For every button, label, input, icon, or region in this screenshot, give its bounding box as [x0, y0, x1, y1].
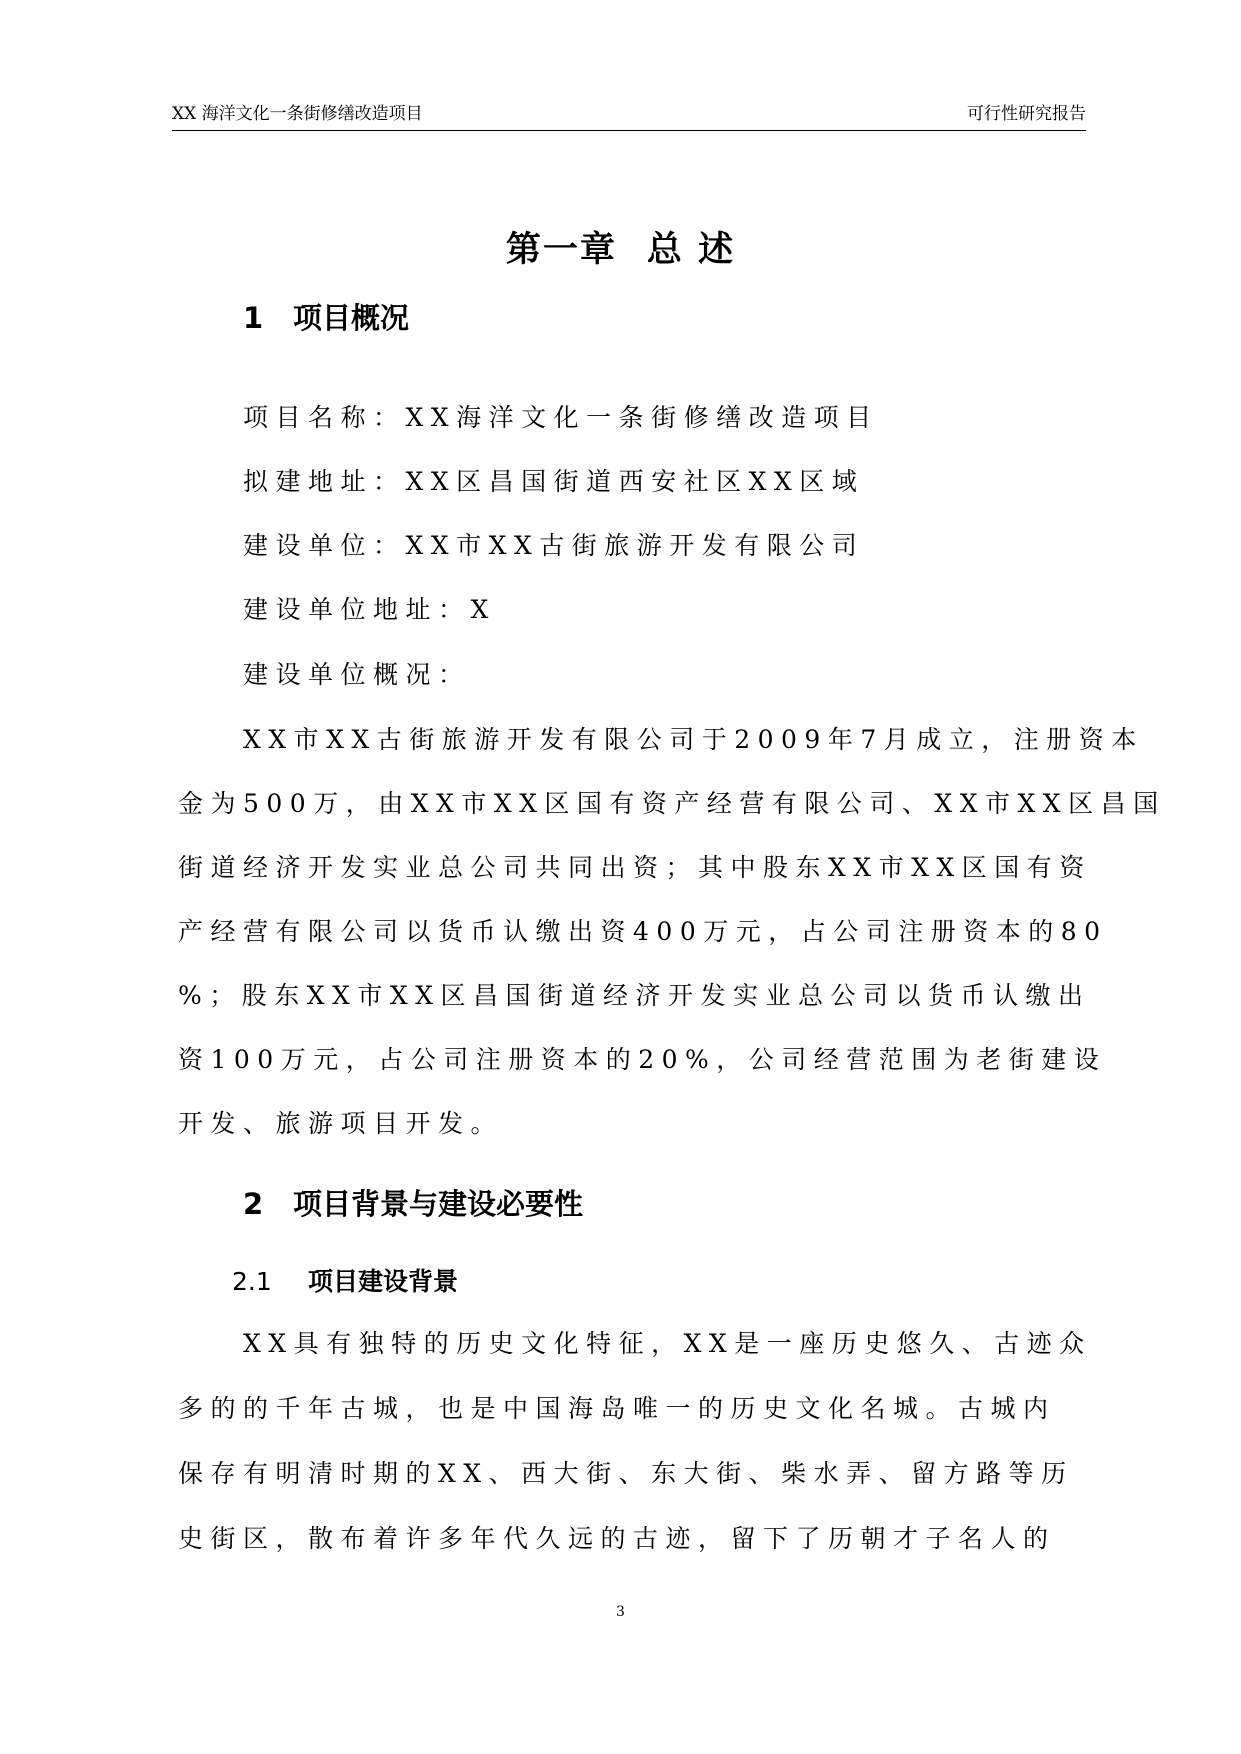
page-number: 3 [616, 1604, 625, 1620]
paragraph-line: XX市XX古街旅游开发有限公司于2009年7月成立，注册资本 [243, 725, 1144, 754]
section-heading-2 [243, 1182, 583, 1223]
builder-line: 建设单位：XX市XX古街旅游开发有限公司 [243, 531, 865, 560]
paragraph-line: 史街区，散布着许多年代久远的古迹，留下了历朝才子名人的 [178, 1524, 1056, 1553]
builder-address-line: 建设单位地址：X [243, 595, 496, 624]
header-project-name: XX 海洋文化一条街修缮改造项目 [172, 104, 423, 124]
section-title: 项目概况 [293, 301, 410, 335]
subsection-number: 2.1 [232, 1267, 272, 1296]
chapter-title [0, 222, 1241, 272]
subsection-heading-2-1 [232, 1262, 458, 1298]
paragraph-line: 资100万元，占公司注册资本的20%，公司经营范围为老街建设 [178, 1045, 1107, 1074]
paragraph-line: 街道经济开发实业总公司共同出资；其中股东XX市XX区国有资 [178, 853, 1092, 882]
section-number: 2 [243, 1187, 264, 1221]
paragraph-line: 金为500万，由XX市XX区国有资产经营有限公司、XX市XX区昌国 [178, 789, 1166, 818]
section-title: 项目背景与建设必要性 [293, 1187, 584, 1221]
paragraph-line: 产经营有限公司以货币认缴出资400万元，占公司注册资本的80 [178, 917, 1108, 946]
paragraph-line: XX具有独特的历史文化特征，XX是一座历史悠久、古迹众 [243, 1329, 1092, 1358]
section-number: 1 [243, 301, 264, 335]
header-report-type: 可行性研究报告 [967, 104, 1086, 124]
page-header [172, 100, 1086, 131]
builder-overview-line: 建设单位概况： [243, 660, 471, 689]
subsection-title: 项目建设背景 [308, 1267, 459, 1296]
paragraph-line: 多的的千年古城，也是中国海岛唯一的历史文化名城。古城内 [178, 1394, 1056, 1423]
project-address-line: 拟建地址：XX区昌国街道西安社区XX区域 [243, 467, 865, 496]
section-heading-1 [243, 296, 409, 337]
paragraph-line: %；股东XX市XX区昌国街道经济开发实业总公司以货币认缴出 [178, 981, 1091, 1010]
chapter-name: 总 述 [646, 230, 736, 270]
paragraph-line: 保存有明清时期的XX、西大街、东大街、柴水弄、留方路等历 [178, 1459, 1074, 1488]
paragraph-line: 开发、旅游项目开发。 [178, 1109, 504, 1138]
project-name-line: 项目名称：XX海洋文化一条街修缮改造项目 [243, 403, 879, 432]
chapter-number: 第一章 [505, 230, 617, 270]
